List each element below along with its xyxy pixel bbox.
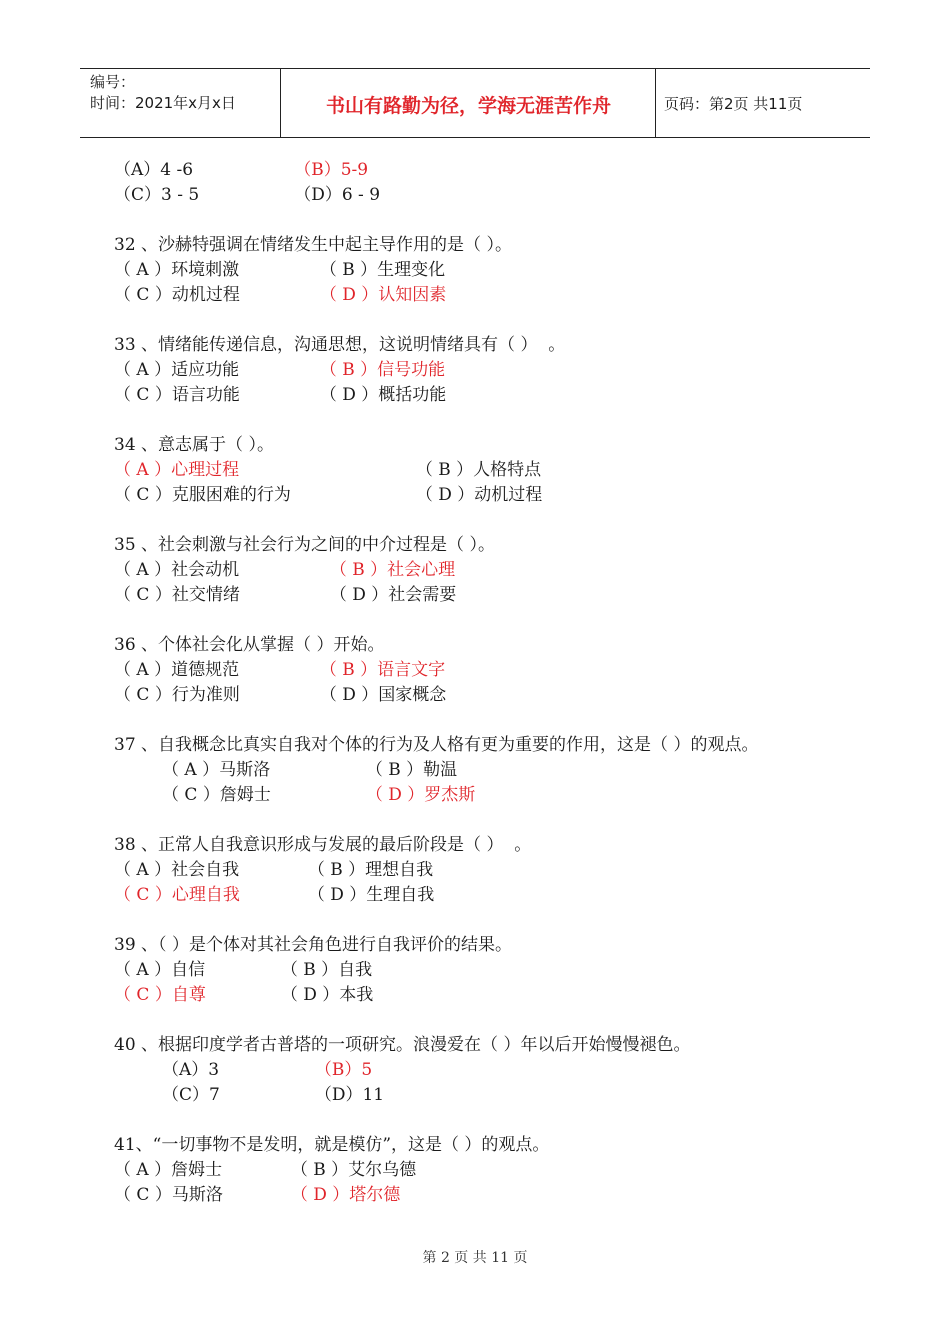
question-stem: 38 、正常人自我意识形成与发展的最后阶段是（ ） 。	[114, 835, 532, 855]
option-right: （ B ）信号功能	[319, 360, 446, 380]
option-right: （ D ）社会需要	[329, 585, 457, 605]
option-left: （A）3	[162, 1060, 220, 1080]
options-row	[114, 458, 894, 483]
time-label: 时间：2021年x月x日	[90, 94, 236, 112]
options-row	[114, 1183, 894, 1208]
option-left: （C）3 - 5	[114, 185, 200, 205]
question-item	[114, 933, 894, 1008]
option-right: （ D ）罗杰斯	[365, 785, 476, 805]
option-right: （B）5-9	[294, 160, 369, 180]
question-item	[114, 1033, 894, 1108]
options-row	[114, 883, 894, 908]
option-left: （ A ）詹姆士	[114, 1160, 223, 1180]
option-right: （ B ）勒温	[365, 760, 458, 780]
header-divider	[280, 69, 281, 137]
options-row	[114, 958, 894, 983]
header-slogan: 书山有路勤为径，学海无涯苦作舟	[325, 95, 611, 117]
options-row	[114, 483, 894, 508]
option-right: （ B ）艾尔乌德	[290, 1160, 417, 1180]
option-right: （ B ）自我	[280, 960, 373, 980]
option-right: （ D ）认知因素	[319, 285, 447, 305]
option-left: （ C ）心理自我	[114, 885, 240, 905]
options-row	[114, 358, 894, 383]
options-row	[114, 258, 894, 283]
option-right: （ B ）理想自我	[307, 860, 434, 880]
question-stem: 33 、情绪能传递信息，沟通思想，这说明情绪具有（ ） 。	[114, 335, 566, 355]
option-right: （ B ）语言文字	[319, 660, 446, 680]
options-row	[114, 783, 894, 808]
option-right: （ B ）社会心理	[329, 560, 456, 580]
option-right: （D）6 - 9	[294, 185, 381, 205]
options-row	[114, 1058, 894, 1083]
options-row	[114, 558, 894, 583]
question-item	[114, 833, 894, 908]
question-stem: 41、“一切事物不是发明，就是模仿”，这是（ ）的观点。	[114, 1135, 550, 1155]
question-item	[114, 533, 894, 608]
option-left: （ C ）语言功能	[114, 385, 240, 405]
option-right: （D）11	[314, 1085, 385, 1105]
option-left: （ A ）适应功能	[114, 360, 240, 380]
option-left: （ A ）马斯洛	[162, 760, 271, 780]
question-stem: 34 、意志属于（ ）。	[114, 435, 274, 455]
question-stem: 40 、根据印度学者古普塔的一项研究。浪漫爱在（ ）年以后开始慢慢褪色。	[114, 1035, 691, 1055]
option-right: （ D ）本我	[280, 985, 374, 1005]
options-row	[114, 1158, 894, 1183]
option-left: （ A ）心理过程	[114, 460, 240, 480]
option-left: （ A ）社会自我	[114, 860, 240, 880]
question-item	[114, 158, 894, 208]
option-left: （ A ）自信	[114, 960, 206, 980]
option-left: （ C ）行为准则	[114, 685, 240, 705]
question-item	[114, 333, 894, 408]
question-item	[114, 633, 894, 708]
question-stem: 36 、个体社会化从掌握（ ）开始。	[114, 635, 385, 655]
options-row	[114, 983, 894, 1008]
header-divider	[655, 69, 656, 137]
options-row	[114, 683, 894, 708]
option-left: （ A ）环境刺激	[114, 260, 240, 280]
option-right: （ B ）人格特点	[415, 460, 542, 480]
code-label: 编号：	[90, 73, 136, 91]
option-left: （ A ）道德规范	[114, 660, 240, 680]
option-left: （ C ）社交情绪	[114, 585, 240, 605]
page-footer: 第 2 页 共 11 页	[422, 1250, 528, 1266]
option-right: （ D ）国家概念	[319, 685, 447, 705]
option-right: （ D ）塔尔德	[290, 1185, 401, 1205]
option-right: （ B ）生理变化	[319, 260, 446, 280]
options-row	[114, 283, 894, 308]
options-row	[114, 183, 894, 208]
question-stem: 35 、社会刺激与社会行为之间的中介过程是（ ）。	[114, 535, 495, 555]
option-right: （ D ）概括功能	[319, 385, 447, 405]
question-item	[114, 733, 894, 808]
option-right: （ D ）生理自我	[307, 885, 435, 905]
options-row	[114, 158, 894, 183]
page-header	[80, 68, 870, 138]
option-left: （ C ）动机过程	[114, 285, 240, 305]
option-left: （C）7	[162, 1085, 220, 1105]
header-meta	[90, 72, 236, 114]
options-row	[114, 383, 894, 408]
options-row	[114, 658, 894, 683]
options-row	[114, 758, 894, 783]
option-right: （B）5	[314, 1060, 373, 1080]
options-row	[114, 1083, 894, 1108]
option-left: （ C ）克服困难的行为	[114, 485, 291, 505]
option-left: （ A ）社会动机	[114, 560, 240, 580]
question-item	[114, 1133, 894, 1208]
options-row	[114, 583, 894, 608]
option-left: （ C ）马斯洛	[114, 1185, 223, 1205]
question-list	[114, 158, 894, 1233]
header-page-number: 页码：第2页 共11页	[664, 95, 803, 113]
question-stem: 39 、（ ）是个体对其社会角色进行自我评价的结果。	[114, 935, 512, 955]
option-right: （ D ）动机过程	[415, 485, 543, 505]
options-row	[114, 858, 894, 883]
question-item	[114, 233, 894, 308]
question-stem: 37 、自我概念比真实自我对个体的行为及人格有更为重要的作用，这是（ ）的观点。	[114, 735, 759, 755]
option-left: （A）4 -6	[114, 160, 194, 180]
question-stem: 32 、沙赫特强调在情绪发生中起主导作用的是（ ）。	[114, 235, 512, 255]
option-left: （ C ）詹姆士	[162, 785, 271, 805]
option-left: （ C ）自尊	[114, 985, 206, 1005]
question-item	[114, 433, 894, 508]
